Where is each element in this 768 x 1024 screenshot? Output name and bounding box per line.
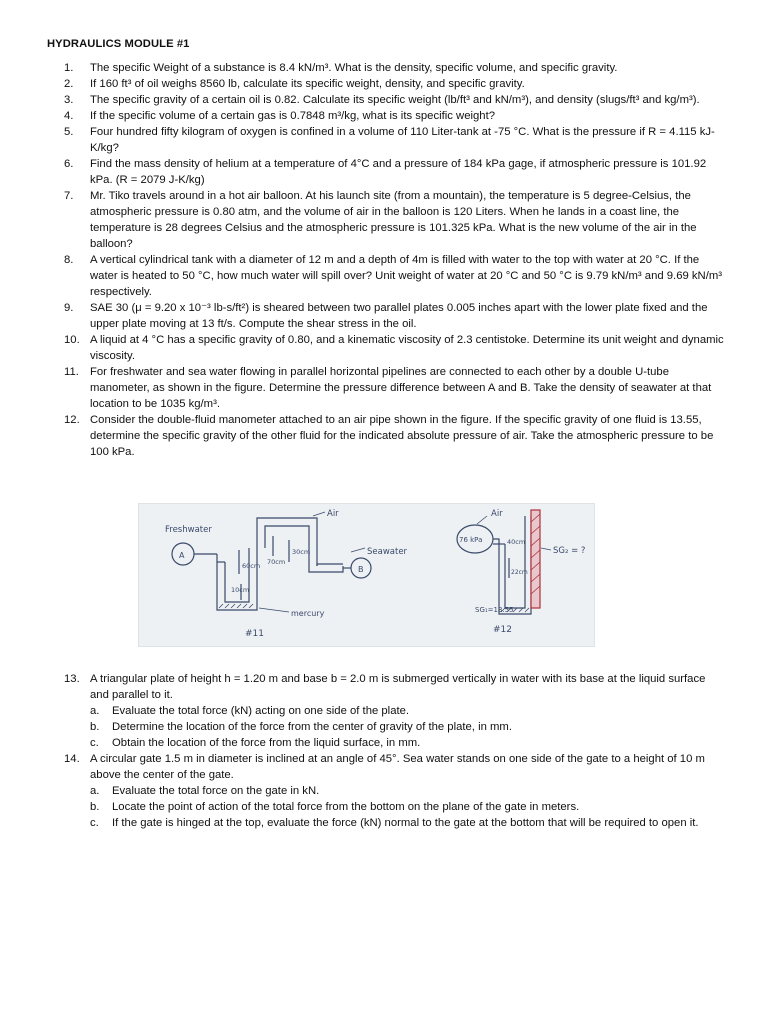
sub-text: Locate the point of action of the total force from the bottom on the plane of the gate in meters. [112,801,580,813]
problem-text: A liquid at 4 °C has a specific gravity of 0.80, and a kinematic viscosity of 2.3 centistoke. Determine its unit weight and dynamic viscosity. [90,334,724,362]
problem-item [64,332,726,364]
problem-text: Four hundred fifty kilogram of oxygen is confined in a volume of 110 Liter-tank at -75 °C. What is the pressure if R = 4.115 kJ-K/kg? [90,126,715,154]
point-b-label: B [358,565,364,574]
dim-40cm: 40cm [507,538,526,546]
sg1-label: SG₁=13.55 [475,606,514,614]
sub-letter: b. [90,721,100,733]
manometer-figure [138,503,595,647]
sub-question [64,703,726,719]
dim-60cm: 60cm [242,562,261,570]
problem-item [64,412,726,460]
air-pointer [313,512,325,516]
sub-text: Obtain the location of the force from the liquid surface, in mm. [112,737,421,749]
problem-item [64,92,726,108]
problem-number: 10. [64,334,80,346]
air-pressure-label: 76 kPa [459,536,483,544]
problem-number: 8. [64,254,74,266]
problem-text: For freshwater and sea water flowing in parallel horizontal pipelines are connected to each other by a double U-tube manometer, as shown in the figure. Determine the pressure difference between A and B. Take the density of seawater at that location to be 1035 kg/m³. [90,366,712,410]
problem-number: 1. [64,62,74,74]
seawater-label: Seawater [367,547,408,557]
problem-text: A vertical cylindrical tank with a diameter of 12 m and a depth of 4m is filled with water to the top with water at 20 °C. If the water is heated to 50 °C, how much water will spill over? Unit weight of water at 20 °C and 50 °C is 9.79 kN/m³ and 9.69 kN/m³ respectively. [90,254,723,298]
dim-10cm: 10cm [231,586,250,594]
problem-number: 14. [64,753,80,765]
problem-item [64,364,726,412]
problem-number: 9. [64,302,74,314]
freshwater-label: Freshwater [165,525,212,535]
problem-item [64,60,726,76]
problem-number: 3. [64,94,74,106]
problem-item [64,124,726,156]
problem-text: Find the mass density of helium at a temperature of 4°C and a pressure of 184 kPa gage, if atmospheric pressure is 101.92 kPa. (R = 2079 J-K/kg) [90,158,707,186]
sub-question [64,799,726,815]
mercury-hatch [219,604,253,608]
mercury-pointer [259,608,289,612]
sub-question [64,735,726,751]
problem-item [64,751,726,783]
sg2-label: SG₂ = ? [553,546,586,556]
problem-text: The specific Weight of a substance is 8.4 kN/m³. What is the density, specific volume, and specific gravity. [90,62,618,74]
problem-text: If the specific volume of a certain gas is 0.7848 m³/kg, what is its specific weight? [90,110,495,122]
air-pointer-12 [477,516,487,524]
problem-text: Mr. Tiko travels around in a hot air balloon. At his launch site (from a mountain), the temperature is 5 degree-Celsius, the atmospheric pressure is 0.80 atm, and the volume of air in the balloon is 120 Liters. When he lands in a coast line, the temperature is 28 degrees Celsius and the atmospheric pressure is 101.325 kPa. What is the new volume of the air in the balloon? [90,190,697,250]
problem-number: 7. [64,190,74,202]
figure-12-sketch [457,516,531,614]
air-label-11: Air [327,509,339,519]
problem-text: The specific gravity of a certain oil is 0.82. Calculate its specific weight (lb/ft³ and kN/m³), and density (slugs/ft³ and kg/m³). [90,94,700,106]
problem-number: 13. [64,673,80,685]
problem-number: 12. [64,414,80,426]
seawater-pointer [351,548,365,552]
dim-70cm: 70cm [267,558,286,566]
manometer-sketch [139,504,594,646]
point-a-label: A [179,551,185,560]
figure-11-caption: #11 [245,629,264,639]
dim-30cm: 30cm [292,548,311,556]
sub-text: Determine the location of the force from the center of gravity of the plate, in mm. [112,721,512,733]
problem-item [64,156,726,188]
problem-text: SAE 30 (μ = 9.20 x 10⁻³ lb-s/ft²) is sheared between two parallel plates 0.005 inches apart with the lower plate fixed and the upper plate moving at 13 ft/s. Compute the shear stress in the oil. [90,302,708,330]
problem-item [64,76,726,92]
problem-text: A circular gate 1.5 m in diameter is inclined at an angle of 45°. Sea water stands on one side of the gate to a height of 10 m above the center of the gate. [90,753,705,781]
sub-letter: c. [90,737,99,749]
dim-22cm: 22cm [511,569,528,576]
figure-12-caption: #12 [493,625,512,635]
problem-list [64,60,726,460]
sub-text: Evaluate the total force (kN) acting on one side of the plate. [112,705,410,717]
problem-text: A triangular plate of height h = 1.20 m and base b = 2.0 m is submerged vertically in water with its base at the liquid surface and parallel to it. [90,673,706,701]
sub-text: Evaluate the total force on the gate in kN. [112,785,320,797]
problem-number: 6. [64,158,74,170]
problem-item [64,252,726,300]
problem-number: 11. [64,366,79,378]
sub-text: If the gate is hinged at the top, evaluate the force (kN) normal to the gate at the bottom that will be required to open it. [112,817,699,829]
problem-text: If 160 ft³ of oil weighs 8560 lb, calculate its specific weight, density, and specific gravity. [90,78,525,90]
sub-letter: a. [90,785,100,797]
sg2-pointer [541,548,551,550]
air-label-12: Air [491,509,503,519]
mercury-label: mercury [291,609,325,618]
problem-text: Consider the double-fluid manometer attached to an air pipe shown in the figure. If the specific gravity of one fluid is 13.55, determine the specific gravity of the other fluid for the indicated absolute pressure of air. Take the atmospheric pressure to be 100 kPa. [90,414,714,458]
sub-question [64,815,726,831]
problem-item [64,108,726,124]
sub-letter: b. [90,801,100,813]
sub-letter: a. [90,705,100,717]
sub-letter: c. [90,817,99,829]
problem-number: 2. [64,78,74,90]
sub-question [64,783,726,799]
problem-list-continued [64,671,726,831]
document-title: HYDRAULICS MODULE #1 [47,38,190,50]
problem-item [64,188,726,252]
problem-item [64,300,726,332]
problem-item [64,671,726,703]
sub-question [64,719,726,735]
problem-number: 4. [64,110,74,122]
problem-number: 5. [64,126,74,138]
